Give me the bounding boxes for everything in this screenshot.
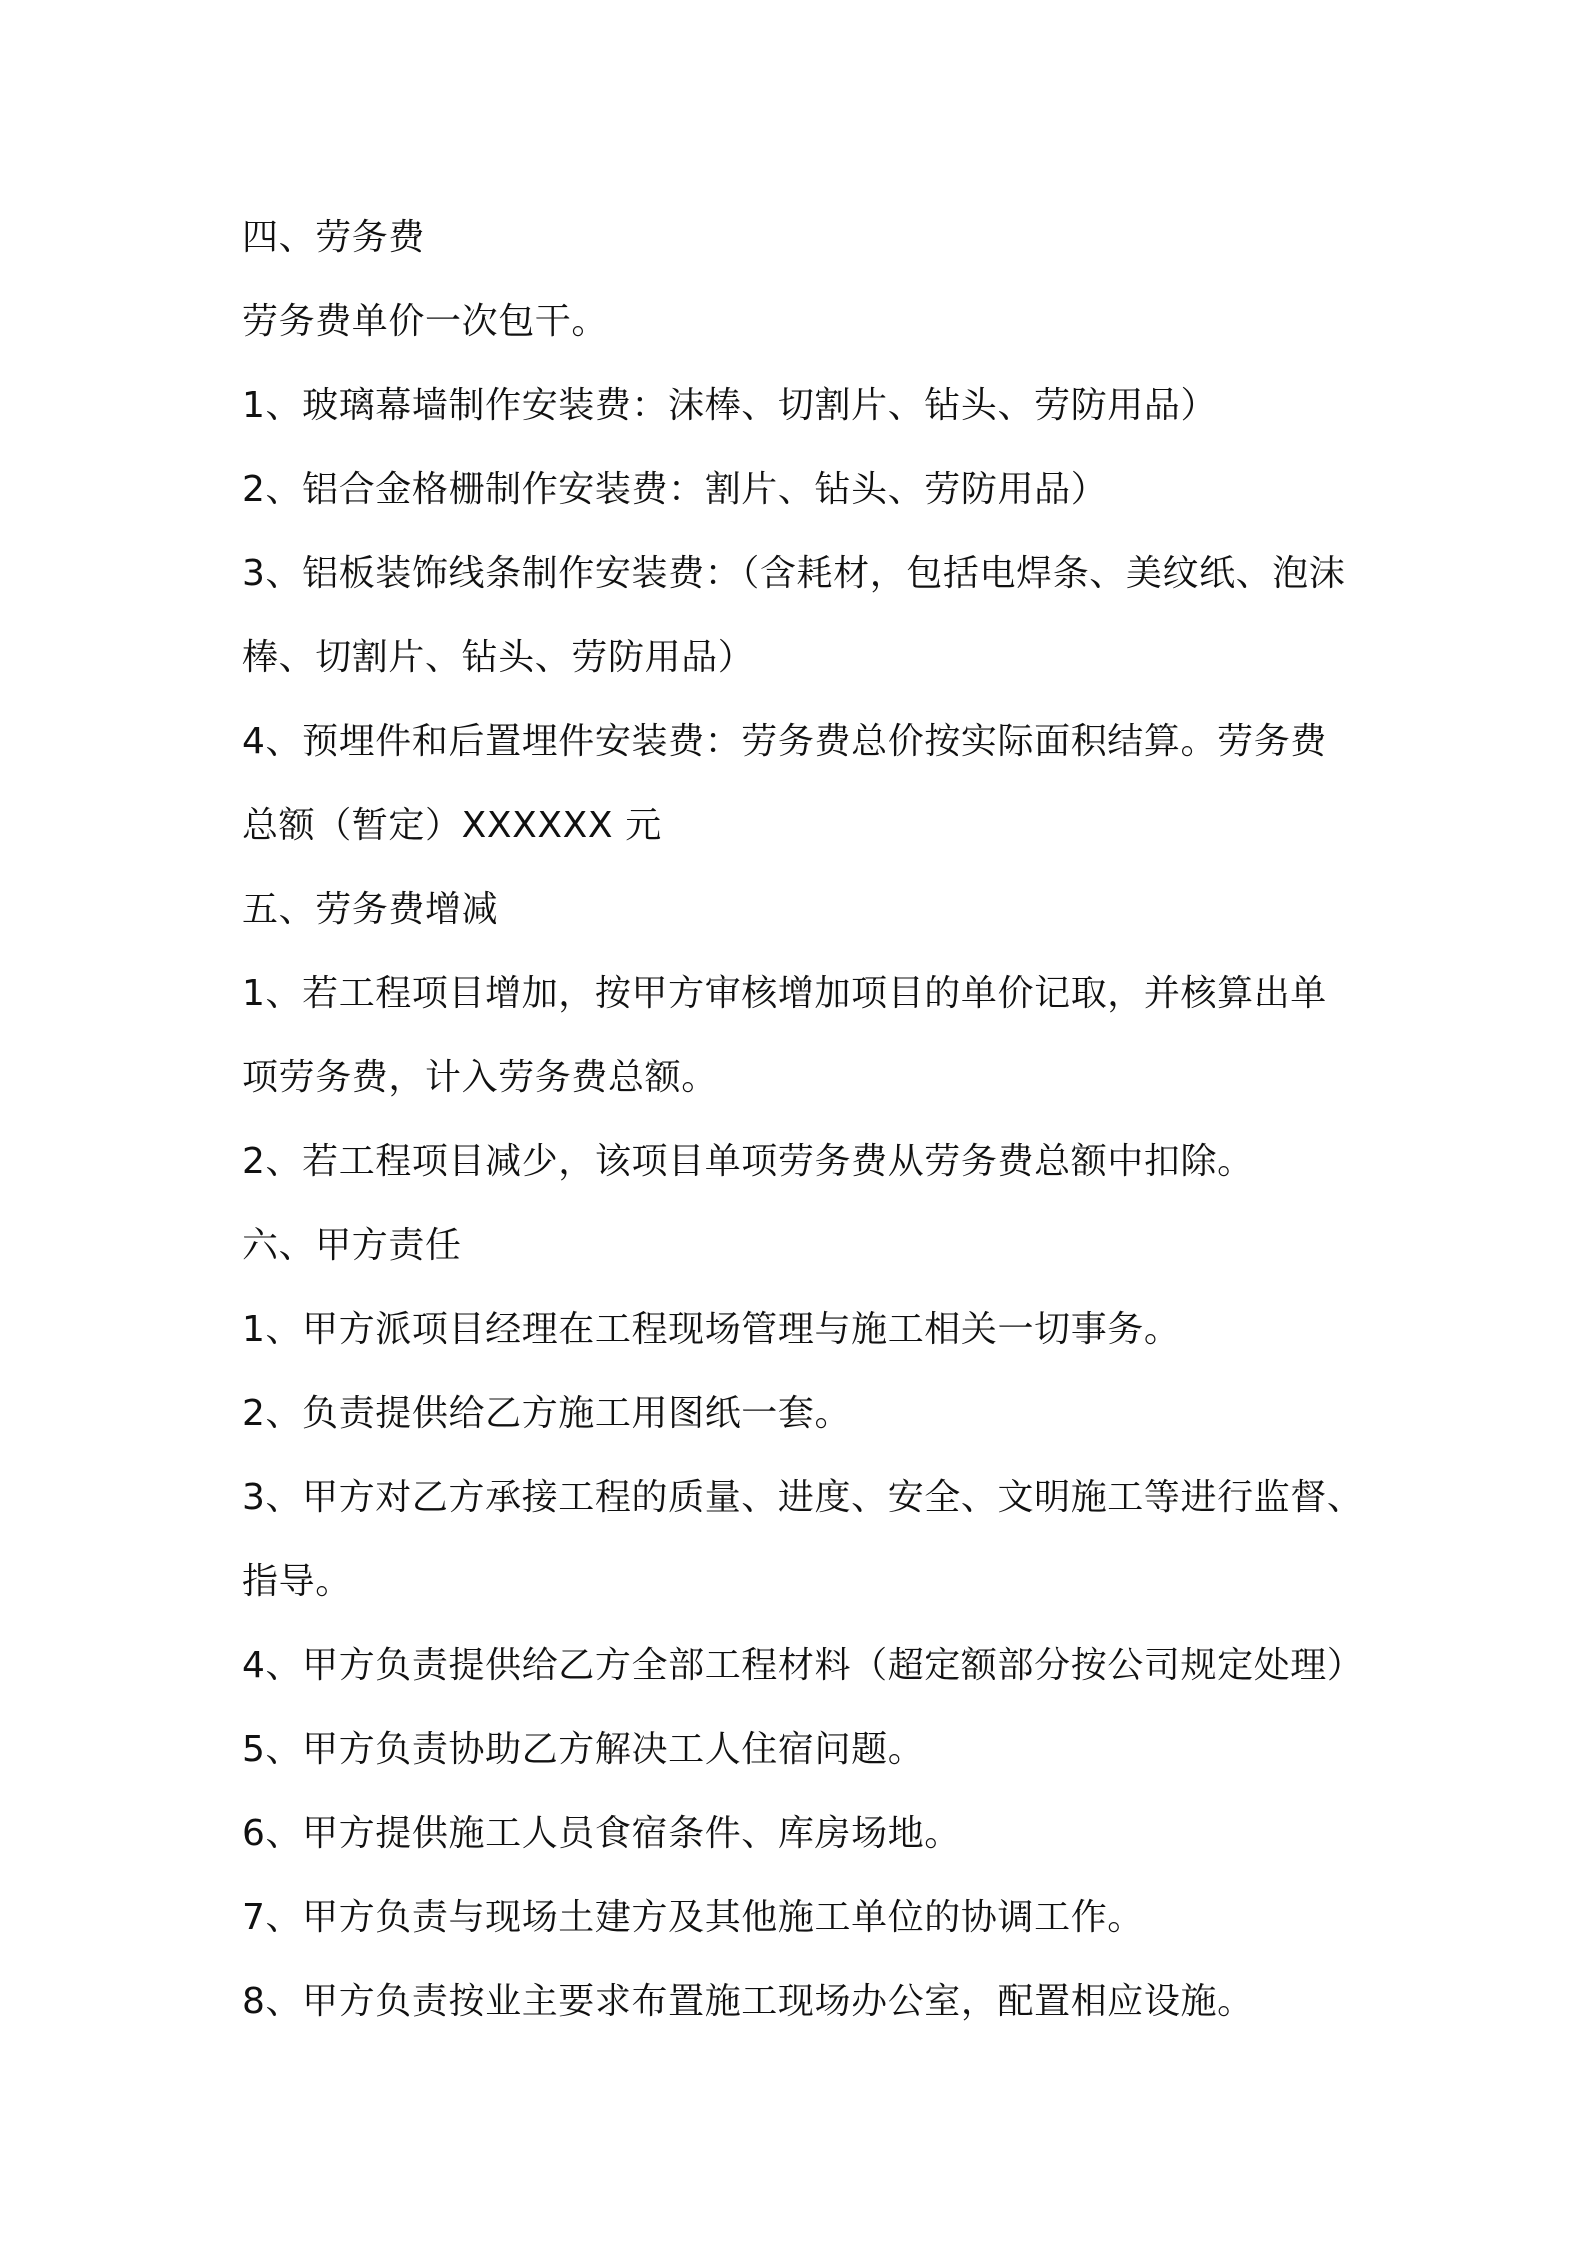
paragraph-line: 1、玻璃幕墙制作安装费：沫棒、切割片、钻头、劳防用品）: [242, 385, 1218, 426]
paragraph-line: 2、铝合金格栅制作安装费：割片、钻头、劳防用品）: [242, 469, 1108, 510]
paragraph-line: 劳务费单价一次包干。: [242, 301, 609, 342]
paragraph-line: 1、甲方派项目经理在工程现场管理与施工相关一切事务。: [242, 1309, 1181, 1350]
paragraph-line: 1、若工程项目增加，按甲方审核增加项目的单价记取，并核算出单: [242, 973, 1327, 1014]
section-heading-labor-fee: 四、劳务费: [242, 217, 426, 258]
paragraph-line: 7、甲方负责与现场土建方及其他施工单位的协调工作。: [242, 1897, 1144, 1938]
paragraph-line: 3、甲方对乙方承接工程的质量、进度、安全、文明施工等进行监督、: [242, 1477, 1364, 1518]
paragraph-line: 指导。: [242, 1561, 352, 1602]
paragraph-line: 总额（暂定）XXXXXX 元: [242, 805, 662, 846]
paragraph-line: 2、若工程项目减少，该项目单项劳务费从劳务费总额中扣除。: [242, 1141, 1254, 1182]
paragraph-line: 2、负责提供给乙方施工用图纸一套。: [242, 1393, 852, 1434]
paragraph-line: 4、甲方负责提供给乙方全部工程材料（超定额部分按公司规定处理）: [242, 1645, 1364, 1686]
paragraph-line: 3、铝板装饰线条制作安装费：（含耗材，包括电焊条、美纹纸、泡沫: [242, 553, 1346, 594]
section-heading-fee-adjustment: 五、劳务费增减: [242, 889, 499, 930]
paragraph-line: 5、甲方负责协助乙方解决工人住宿问题。: [242, 1729, 925, 1770]
paragraph-line: 8、甲方负责按业主要求布置施工现场办公室，配置相应设施。: [242, 1981, 1254, 2022]
section-heading-party-a-duties: 六、甲方责任: [242, 1225, 462, 1266]
paragraph-line: 6、甲方提供施工人员食宿条件、库房场地。: [242, 1813, 961, 1854]
paragraph-line: 棒、切割片、钻头、劳防用品）: [242, 637, 755, 678]
paragraph-line: 4、预埋件和后置埋件安装费：劳务费总价按实际面积结算。劳务费: [242, 721, 1327, 762]
paragraph-line: 项劳务费，计入劳务费总额。: [242, 1057, 718, 1098]
document-body: [242, 196, 1392, 2044]
